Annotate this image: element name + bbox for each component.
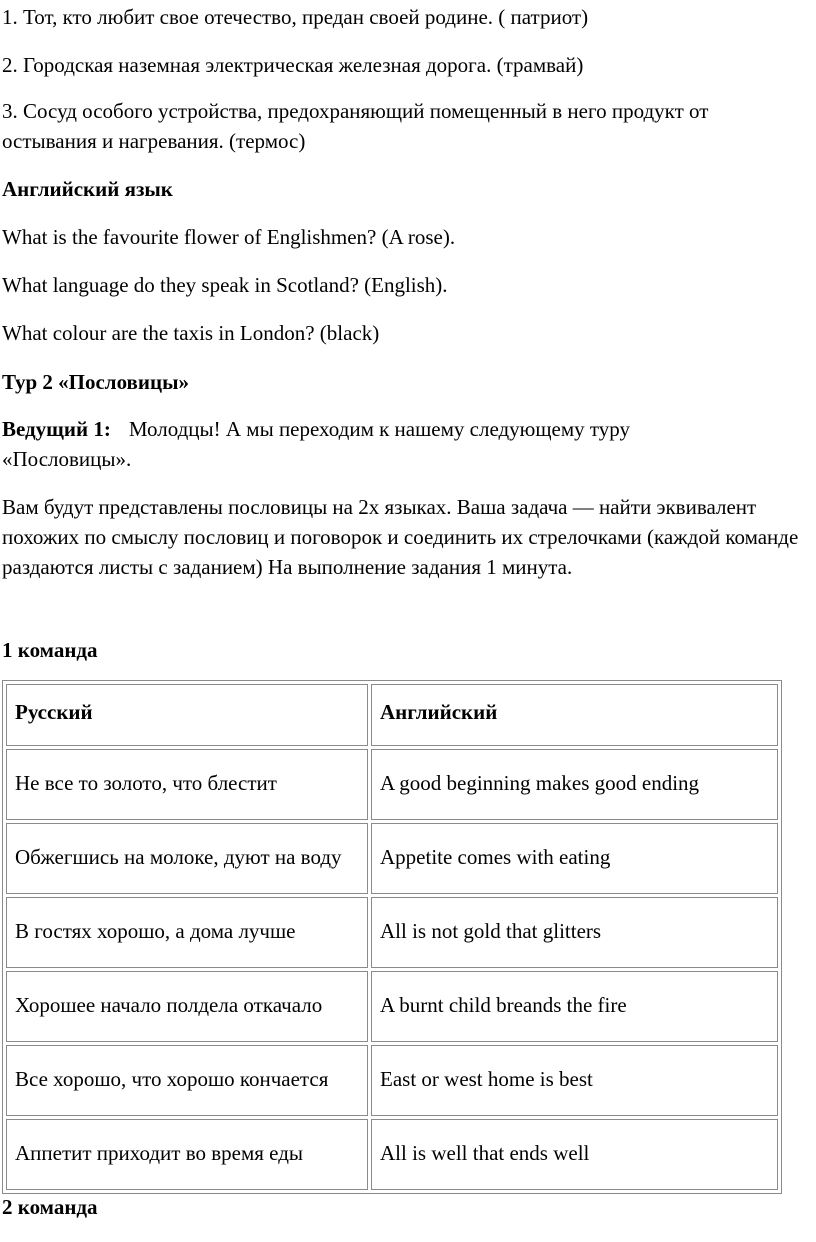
- cell-english: A burnt child breands the fire: [371, 971, 778, 1042]
- cell-russian: Хорошее начало полдела откачало: [6, 971, 368, 1042]
- cell-english: Appetite comes with eating: [371, 823, 778, 894]
- table-row: [6, 823, 778, 894]
- english-question-3: What colour are the taxis in London? (black): [2, 321, 380, 345]
- english-question-2: What language do they speak in Scotland? (English).: [2, 273, 448, 297]
- proverbs-table: [2, 680, 782, 1194]
- team2-heading: 2 команда: [2, 1195, 98, 1219]
- table-row: [6, 1045, 778, 1116]
- cell-russian: Аппетит приходит во время еды: [6, 1119, 368, 1190]
- table-row: [6, 749, 778, 820]
- team1-heading: 1 команда: [2, 638, 98, 662]
- host-label: Ведущий 1:: [2, 417, 111, 441]
- riddle-2: 2. Городская наземная электрическая железная дорога. (трамвай): [2, 53, 584, 77]
- cell-russian: В гостях хорошо, а дома лучше: [6, 897, 368, 968]
- instructions-paragraph: Вам будут представлены пословицы на 2х языках. Ваша задача — найти эквивалент похожих по смыслу пословиц и поговорок и соединить их стрелочками (каждой команде раздаются листы с заданием) На выполнение задания 1 минута.: [2, 495, 799, 579]
- table-row: [6, 897, 778, 968]
- round2-heading: Тур 2 «Пословицы»: [2, 370, 189, 394]
- cell-english: East or west home is best: [371, 1045, 778, 1116]
- cell-russian: Обжегшись на молоке, дуют на воду: [6, 823, 368, 894]
- riddle-1: 1. Тот, кто любит свое отечество, предан своей родине. ( патриот): [2, 5, 589, 29]
- host-paragraph: [2, 414, 722, 474]
- host-text: Молодцы! А мы переходим к нашему следующему туру «Пословицы».: [2, 417, 631, 471]
- cell-english: All is not gold that glitters: [371, 897, 778, 968]
- cell-english: A good beginning makes good ending: [371, 749, 778, 820]
- cell-russian: Все хорошо, что хорошо кончается: [6, 1045, 368, 1116]
- table-header-row: [6, 684, 778, 746]
- cell-russian: Не все то золото, что блестит: [6, 749, 368, 820]
- header-russian: Русский: [6, 684, 368, 746]
- english-question-1: What is the favourite flower of Englishmen? (A rose).: [2, 225, 456, 249]
- cell-english: All is well that ends well: [371, 1119, 778, 1190]
- english-heading: Английский язык: [2, 177, 173, 201]
- header-english: Английский: [371, 684, 778, 746]
- riddle-3: 3. Сосуд особого устройства, предохраняющий помещенный в него продукт от остывания и нагревания. (термос): [2, 99, 709, 153]
- table-row: [6, 971, 778, 1042]
- table-row: [6, 1119, 778, 1190]
